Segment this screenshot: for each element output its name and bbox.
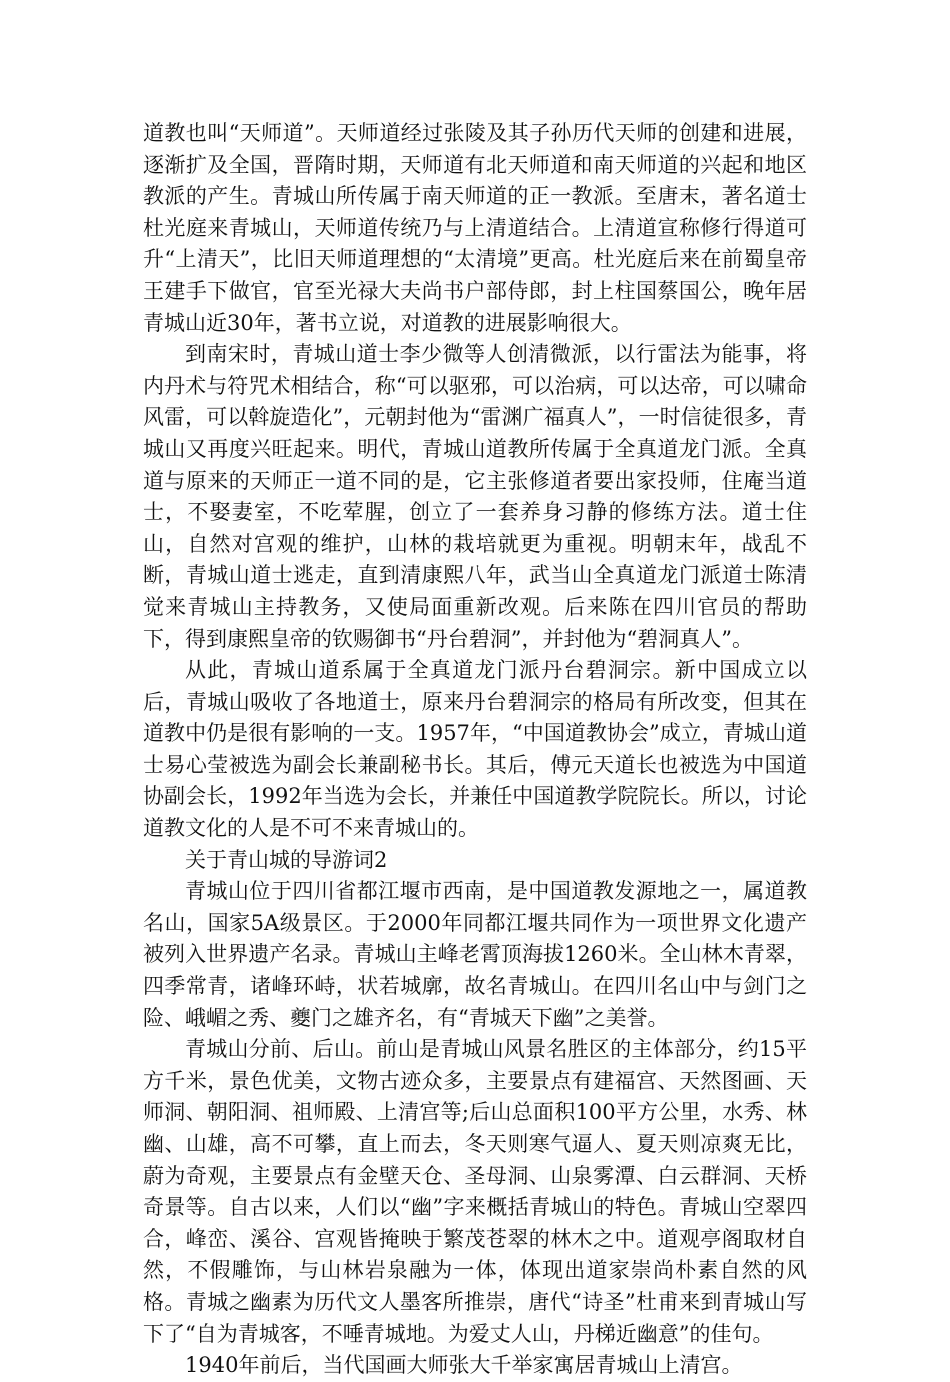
section-heading: 关于青山城的导游词2 (185, 847, 388, 872)
paragraph-zhang-daqian: 1940年前后，当代国画大师张大千举家寓居青城山上清宫。 (185, 1353, 743, 1378)
paragraph-tianshi-dao: 道教也叫“天师道”。天师道经过张陵及其子孙历代天师的创建和进展，逐渐扩及全国，晋隋时期，天师道有北天师道和南天师道的兴起和地区教派的产生。青城山所传属于南天师道的正一教派。至唐末，著名道士杜光庭来青城山，天师道传统乃与上清道结合。上清道宣称修行得道可升“上清天”，比旧天师道理想的“太清境”更高。杜光庭后来在前蜀皇帝王建手下做官，官至光禄大夫尚书户部侍郎，封上柱国蔡国公，晚年居青城山近30年，著书立说，对道教的进展影响很大。 (143, 121, 807, 335)
paragraph-southern-song: 到南宋时，青城山道士李少微等人创清微派，以行雷法为能事，将内丹术与符咒术相结合，称“可以驱邪，可以治病，可以达帝，可以啸命风雷，可以斡旋造化”，元朝封他为“雷渊广福真人”，一时信徒很多，青城山又再度兴旺起来。明代，青城山道教所传属于全真道龙门派。全真道与原来的天师正一道不同的是，它主张修道者要出家投师，住庵当道士，不娶妻室，不吃荤腥，创立了一套养身习静的修练方法。道士住山，自然对宫观的维护，山林的栽培就更为重视。明朝末年，战乱不断，青城山道士逃走，直到清康熙八年，武当山全真道龙门派道士陈清觉来青城山主持教务，又使局面重新改观。后来陈在四川官员的帮助下，得到康熙皇帝的钦赐御书“丹台碧洞”，并封他为“碧洞真人”。 (143, 342, 807, 651)
paragraph-longmen-sect: 从此，青城山道系属于全真道龙门派丹台碧洞宗。新中国成立以后，青城山吸收了各地道士，原来丹台碧洞宗的格局有所改变，但其在道教中仍是很有影响的一支。1957年，“中国道教协会”成立，青城山道士易心莹被选为副会长兼副秘书长。其后，傅元天道长也被选为中国道协副会长，1992年当选为会长，并兼任中国道教学院院长。所以，讨论道教文化的人是不可不来青城山的。 (143, 658, 807, 841)
document-body (143, 118, 807, 1382)
paragraph-location: 青城山位于四川省都江堰市西南，是中国道教发源地之一，属道教名山，国家5A级景区。于2000年同都江堰共同作为一项世界文化遗产被列入世界遗产名录。青城山主峰老霄顶海拔1260米。全山林木青翠，四季常青，诸峰环峙，状若城廓，故名青城山。在四川名山中与剑门之险、峨嵋之秀、夔门之雄齐名，有“青城天下幽”之美誉。 (143, 879, 807, 1030)
paragraph-front-back-mountain: 青城山分前、后山。前山是青城山风景名胜区的主体部分，约15平方千米，景色优美，文物古迹众多，主要景点有建福宫、天然图画、天师洞、朝阳洞、祖师殿、上清宫等;后山总面积100平方公里，水秀、林幽、山雄，高不可攀，直上而去，冬天则寒气逼人、夏天则凉爽无比，蔚为奇观，主要景点有金壁天仓、圣母洞、山泉雾潭、白云群洞、天桥奇景等。自古以来，人们以“幽”字来概括青城山的特色。青城山空翠四合，峰峦、溪谷、宫观皆掩映于繁茂苍翠的林木之中。道观亭阁取材自然，不假雕饰，与山林岩泉融为一体，体现出道家崇尚朴素自然的风格。青城之幽素为历代文人墨客所推崇，唐代“诗圣”杜甫来到青城山写下了“自为青城客，不唾青城地。为爱丈人山，丹梯近幽意”的佳句。 (143, 1037, 807, 1346)
